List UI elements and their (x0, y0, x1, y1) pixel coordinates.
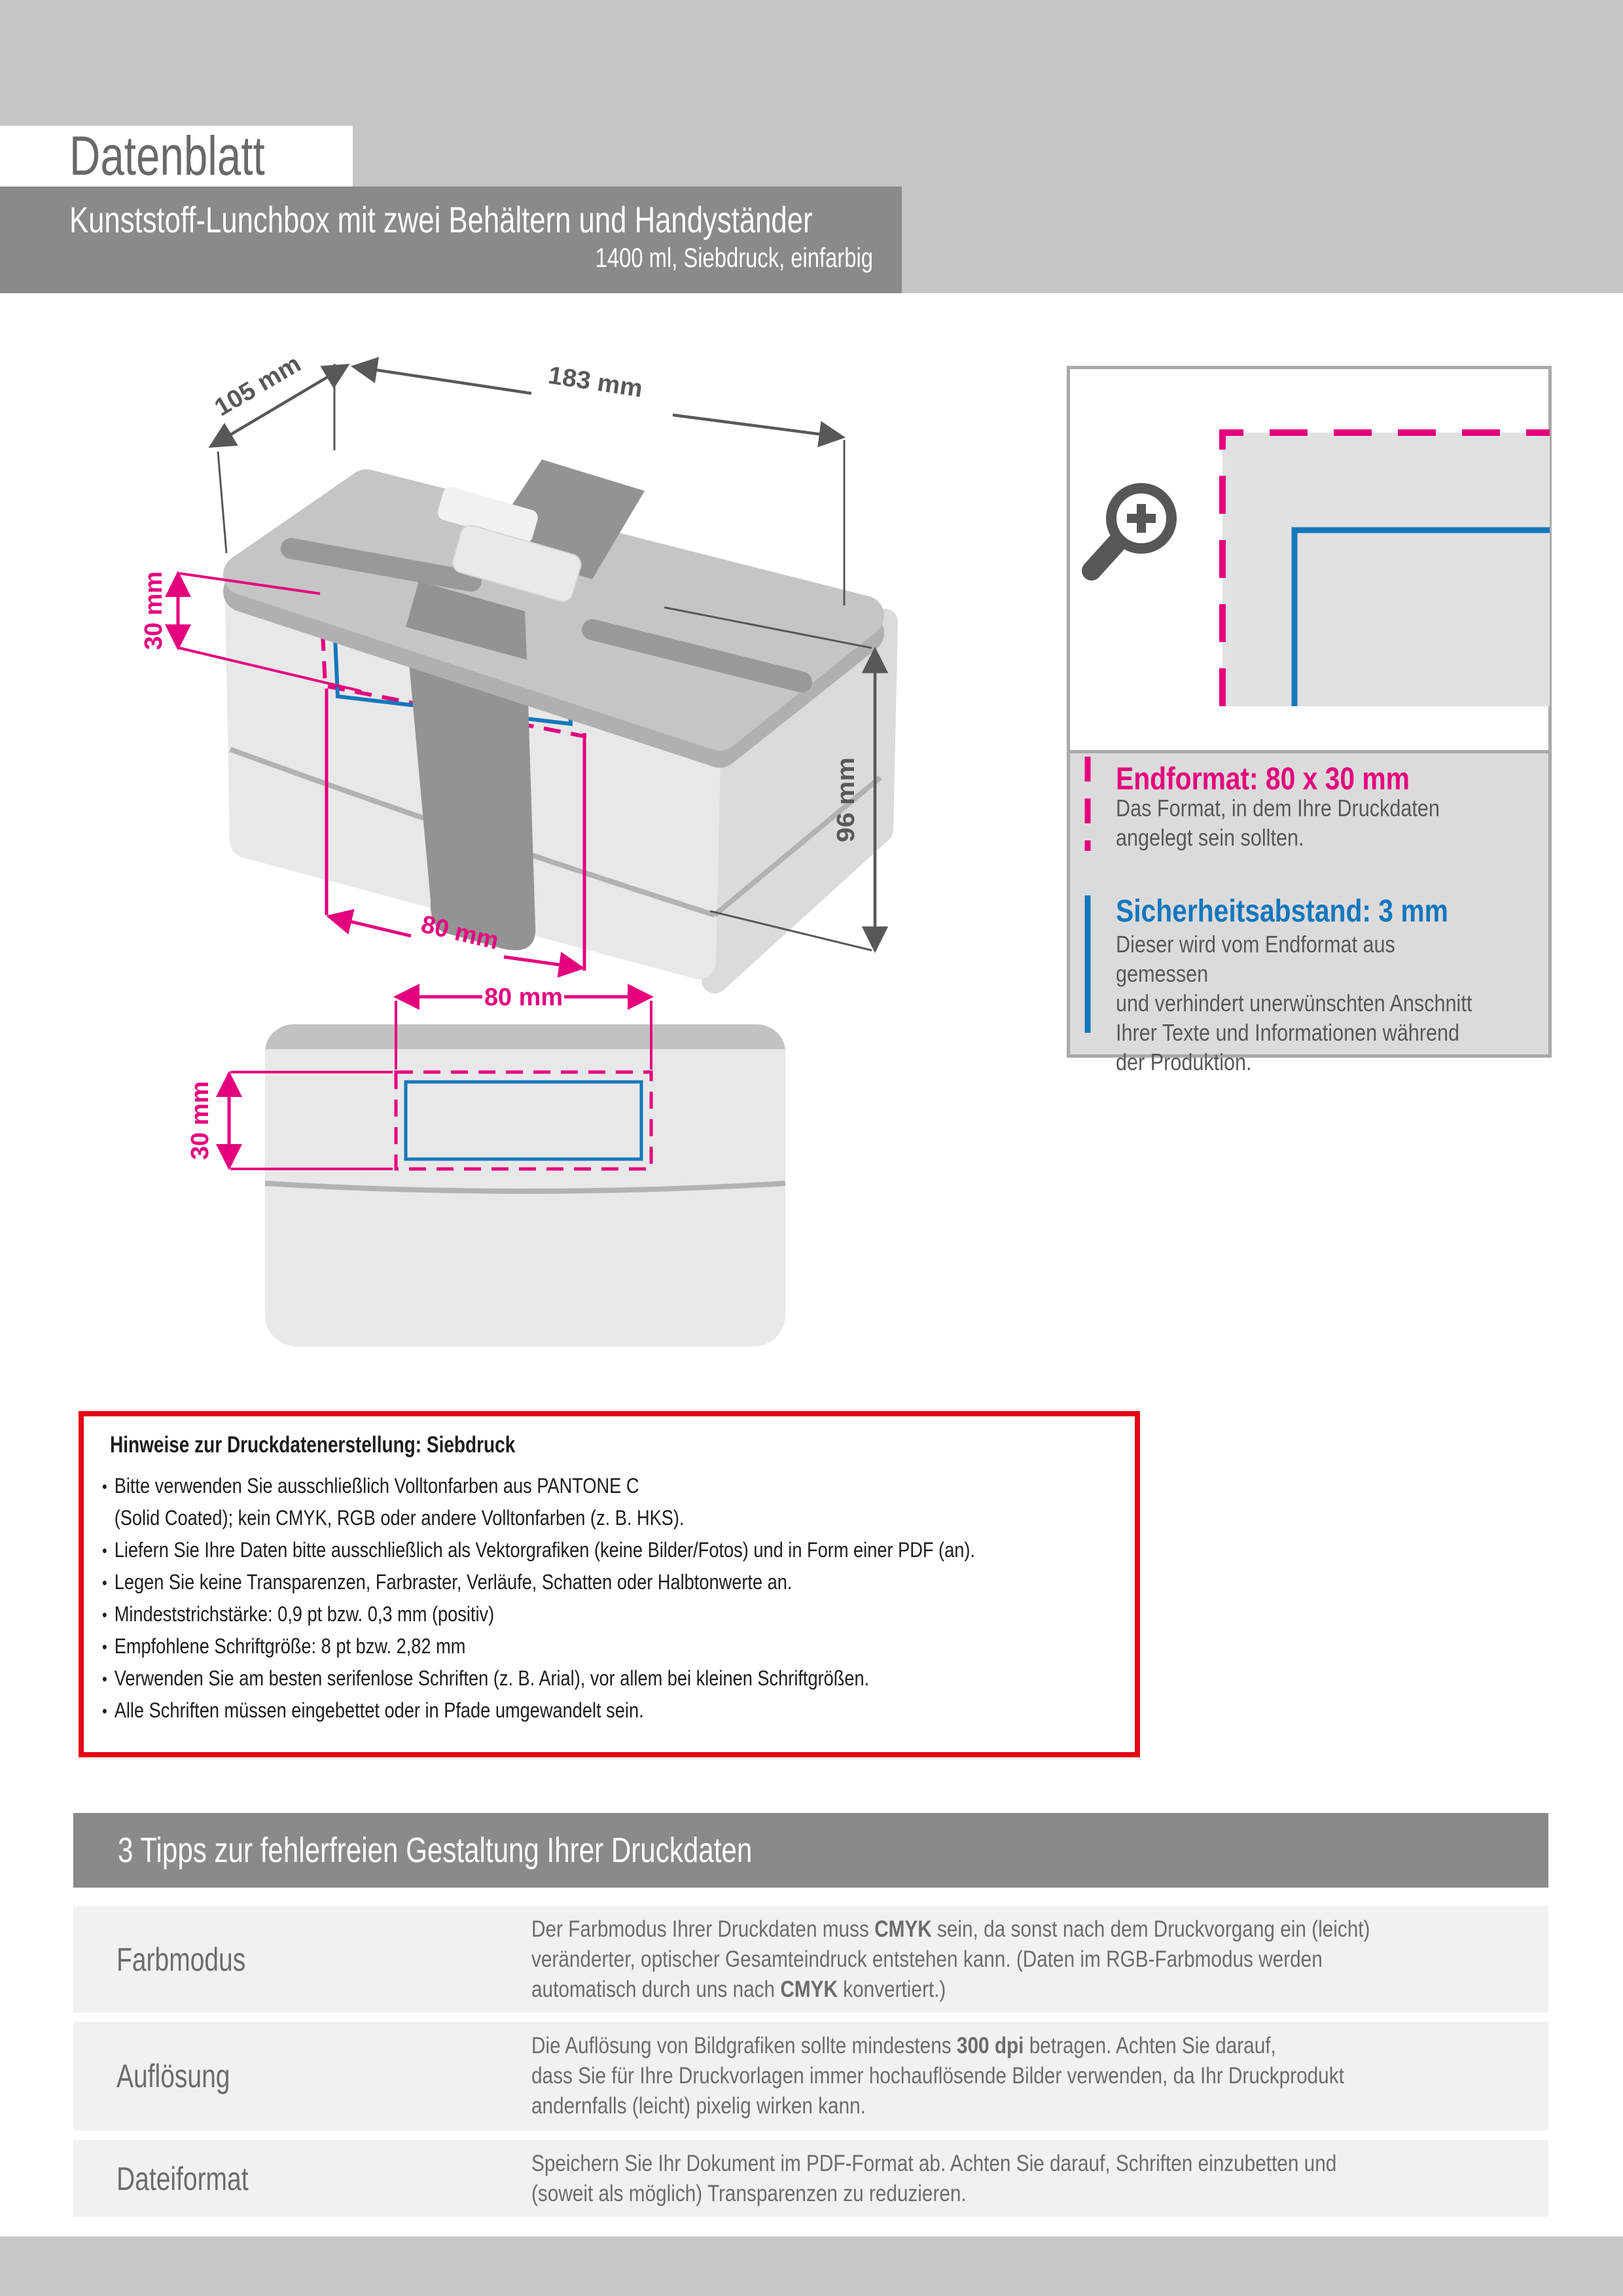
list-item: (Solid Coated); kein CMYK, RGB oder andere Volltonfarben (z. B. HKS). (114, 1506, 685, 1530)
strap-front (406, 627, 535, 950)
dim-label-depth: 105 mm (209, 351, 304, 422)
bullet-icon: • (102, 1669, 107, 1689)
list-item: • Verwenden Sie am besten serifenlose Schriften (z. B. Arial), vor allem bei kleinen Schriftgrößen. (102, 1666, 870, 1690)
bullet-icon: • (102, 1573, 107, 1592)
container-divider-front (230, 749, 715, 915)
tip-label: Auflösung (116, 2058, 230, 2094)
print-notes-list (102, 1474, 975, 1731)
tip-row-dateiformat (73, 2140, 1548, 2217)
dim-label-height: 96 mm (832, 763, 860, 842)
lid-slot-right (592, 630, 802, 682)
print-area-safety-front (406, 1082, 641, 1159)
footer-band (0, 2236, 1623, 2296)
list-item: • Empfohlene Schriftgröße: 8 pt bzw. 2,82 mm (102, 1634, 466, 1658)
format-info-panel (1067, 366, 1552, 1075)
list-item: • Alle Schriften müssen eingebettet oder in Pfade umgewandelt sein. (102, 1698, 644, 1722)
bullet-icon: • (102, 1541, 107, 1560)
list-item: • Legen Sie keine Transparenzen, Farbraster, Verläufe, Schatten oder Halbtonwerte an. (102, 1570, 793, 1594)
tip-row-aufloesung (73, 2022, 1548, 2130)
dim-label-print-width-front: 80 mm (484, 984, 563, 1011)
front-lid-cover (265, 1049, 785, 1079)
front-body (265, 1024, 785, 1346)
print-area-endformat-front (396, 1072, 651, 1169)
bullet-icon: • (102, 1605, 107, 1624)
outer-dimensions (211, 361, 875, 950)
lid-side (243, 507, 864, 747)
tip-label: Dateiformat (116, 2160, 249, 2197)
front-divider (265, 1183, 785, 1191)
dim-label-print-height-front: 30 mm (187, 1081, 214, 1160)
tips-title: 3 Tipps zur fehlerfreien Gestaltung Ihrer Druckdaten (118, 1831, 753, 1870)
tip-text: Speichern Sie Ihr Dokument im PDF-Format ab. Achten Sie darauf, Schriften einzubetten und (soweit als möglich) Transparenzen zu reduzieren. (531, 2150, 1337, 2206)
print-notes-box (79, 1411, 1140, 1757)
print-dimensions-iso (178, 573, 584, 971)
list-item: • Bitte verwenden Sie ausschließlich Volltonfarben aus PANTONE C (102, 1474, 639, 1498)
doc-label-box (0, 126, 353, 187)
product-subtitle: 1400 ml, Siebdruck, einfarbig (595, 242, 873, 273)
safety-title: Sicherheitsabstand: 3 mm (1116, 894, 1448, 929)
endformat-description: Das Format, in dem Ihre Druckdaten angelegt sein sollten. (1116, 795, 1440, 851)
box-front-face (242, 599, 704, 962)
tip-text: Der Farbmodus Ihrer Druckdaten muss CMYK sein, da sonst nach dem Druckvorgang ein (leicht) veränderter, optischer Gesamteindruck entstehen kann. (Daten im RGB-Farbmodus werden automatisch durch uns nach CMYK konvertiert.) (531, 1916, 1370, 2002)
list-item: • Liefern Sie Ihre Daten bitte ausschließlich als Vektorgrafiken (keine Bilder/Fotos) und in Form einer PDF (an). (102, 1538, 975, 1562)
endformat-title: Endformat: 80 x 30 mm (1116, 762, 1410, 797)
print-notes-title: Hinweise zur Druckdatenerstellung: Siebdruck (110, 1432, 516, 1458)
lid-slot-left (291, 548, 471, 581)
dim-label-print-width-iso: 80 mm (418, 910, 502, 956)
list-item: • Mindeststrichstärke: 0,9 pt bzw. 0,3 mm (positiv) (102, 1602, 495, 1626)
tip-row-farbmodus (73, 1906, 1548, 2013)
safety-description: Dieser wird vom Endformat aus gemessen und verhindert unerwünschten Anschnitt Ihrer Texte und Informationen während der Produktion. (1116, 931, 1472, 1075)
bullet-icon: • (102, 1701, 107, 1721)
bullet-icon: • (102, 1637, 107, 1657)
tip-label: Farbmodus (116, 1941, 246, 1978)
doc-label: Datenblatt (69, 125, 265, 187)
print-dimensions-front (229, 997, 651, 1169)
print-area-safety-iso (334, 607, 571, 724)
dim-label-width: 183 mm (546, 361, 643, 403)
tips-header-band (73, 1813, 1548, 1888)
bullet-icon: • (102, 1477, 107, 1496)
lunchbox-isometric-view (140, 350, 885, 980)
lid-top (243, 490, 864, 730)
tip-text: Die Auflösung von Bildgrafiken sollte mindestens 300 dpi betragen. Achten Sie darauf, dass Sie für Ihre Druckvorlagen immer hochauflösende Bilder verwenden, da Ihr Druckprodukt andernfalls (leicht) pixelig wirken kann. (531, 2033, 1344, 2119)
strap-over-lid (484, 459, 645, 579)
dim-label-print-height-iso: 30 mm (140, 571, 168, 650)
container-divider-right (715, 778, 880, 915)
front-lid-band (265, 1024, 785, 1079)
product-title: Kunststoff-Lunchbox mit zwei Behältern und Handyständer (69, 198, 813, 240)
lunchbox-front-view (187, 984, 785, 1346)
print-area-endformat-iso (321, 593, 584, 736)
strap-buckle (423, 485, 592, 603)
box-right-face (715, 622, 885, 980)
strap-under-buckle (406, 581, 527, 660)
